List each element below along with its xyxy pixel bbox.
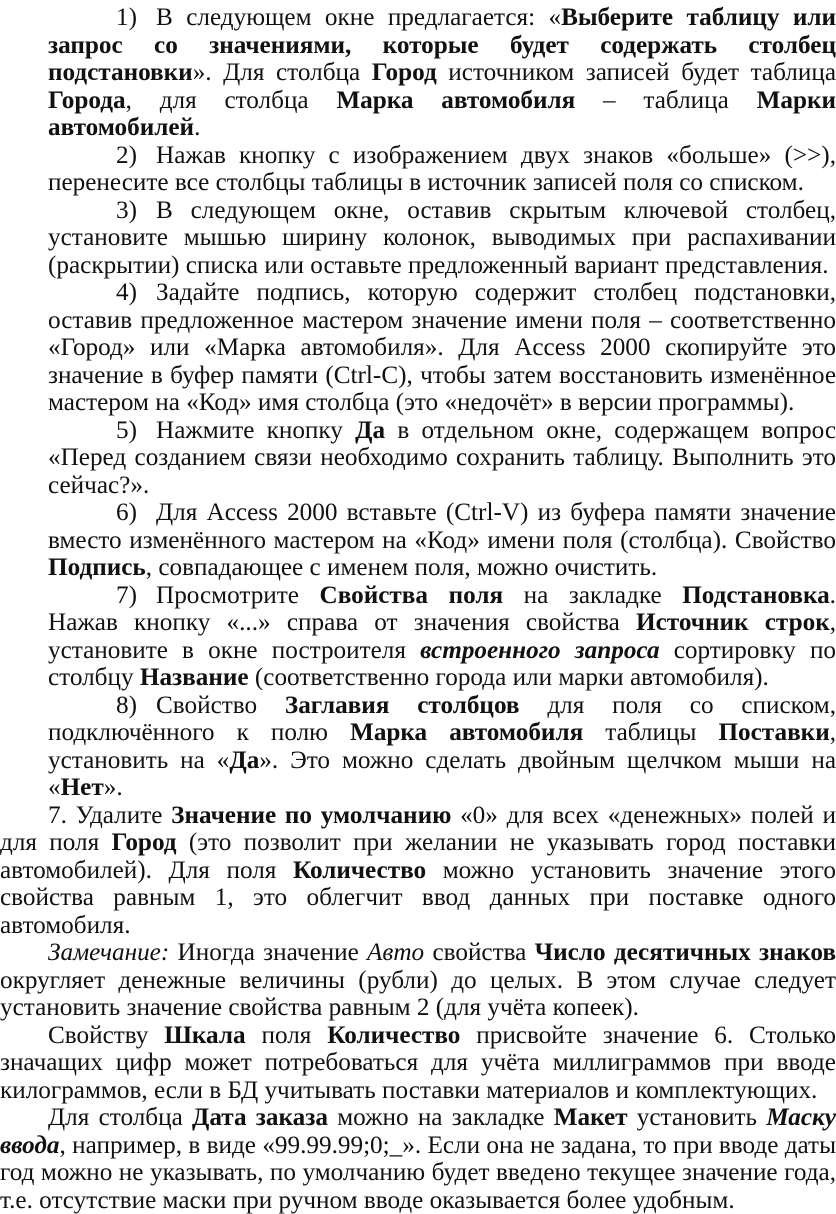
list-number: 6) <box>116 499 137 526</box>
list-number: 8) <box>116 691 137 719</box>
list-item-7: 7) Просмотрите Свойства поля на закладке Подстановка. Нажав кнопку «...» справа от значения свойства Источник строк, установите в окне построителя встроенного запроса сортировку по столбцу Название (соответственно города или марки автомобиля). <box>48 581 836 691</box>
list-item-4: 4) Задайте подпись, которую содержит столбец подстановки, оставив предложенное мастером значение имени поля – соответственно «Город» или «Марка автомобиля». Для Access 2000 скопируйте это значение в буфер памяти (Ctrl-C), чтобы затем восстановить изменённое мастером на «Код» имя столбца (это «недочёт» в версии программы). <box>48 279 836 416</box>
list-number: 5) <box>116 416 137 444</box>
list-number: 4) <box>116 279 137 306</box>
list-item-3: 3) В следующем окне, оставив скрытым ключевой столбец, установите мышью ширину колонок, выводимых при распахивании (раскрытии) списка или оставьте предложенный вариант представления. <box>48 196 836 279</box>
list-number: 7) <box>116 581 137 609</box>
document-body <box>0 4 836 1214</box>
paragraph-note: Замечание: Иногда значение Авто свойства Число десятичных знаков округляет денежные величины (рубли) до целых. В этом случае следует установить значение свойства равным 2 (для учёта копеек). <box>0 939 836 1021</box>
paragraph-scale: Свойству Шкала поля Количество присвойте значение 6. Столько значащих цифр может потребоваться для учёта миллиграммов при вводе килограммов, если в БД учитывать поставки материалов и комплектующих. <box>0 1021 836 1104</box>
list-item-5: 5) Нажмите кнопку Да в отдельном окне, содержащем вопрос «Перед созданием связи необходимо сохранить таблицу. Выполнить это сейчас?». <box>48 416 836 499</box>
list-number: 3) <box>116 196 137 224</box>
list-item-2: 2) Нажав кнопку с изображением двух знаков «больше» (>>), перенесите все столбцы таблицы в источник записей поля со списком. <box>48 141 836 196</box>
paragraph-step-7: 7. Удалите Значение по умолчанию «0» для всех «денежных» полей и для поля Город (это позволит при желании не указывать город поставки автомобилей). Для поля Количество можно установить значение этого свойства равным 1, это облегчит ввод данных при поставке одного автомобиля. <box>0 801 836 939</box>
paragraph-date-mask: Для столбца Дата заказа можно на закладке Макет установить Маску ввода, например, в виде «99.99.99;0;_». Если она не задана, то при вводе даты год можно не указывать, по умолчанию будет введено текущее значение года, т.е. отсутствие маски при ручном вводе оказывается более удобным. <box>0 1104 836 1214</box>
list-number: 1) <box>116 4 137 31</box>
list-item-6: 6) Для Access 2000 вставьте (Ctrl-V) из буфера памяти значение вместо изменённого мастером на «Код» имени поля (столбца). Свойство Подпись, совпадающее с именем поля, можно очистить. <box>48 499 836 581</box>
list-item-1: 1) В следующем окне предлагается: «Выберите таблицу или запрос со значениями, которые будет содержать столбец подстановки». Для столбца Город источником записей будет таблица Города, для столбца Марка автомобиля – таблица Марки автомобилей. <box>48 4 836 141</box>
list-number: 2) <box>116 141 137 169</box>
list-item-8: 8) Свойство Заглавия столбцов для поля со списком, подключённого к полю Марка автомобиля таблицы Поставки, установить на «Да». Это можно сделать двойным щелчком мыши на «Нет». <box>48 691 836 801</box>
